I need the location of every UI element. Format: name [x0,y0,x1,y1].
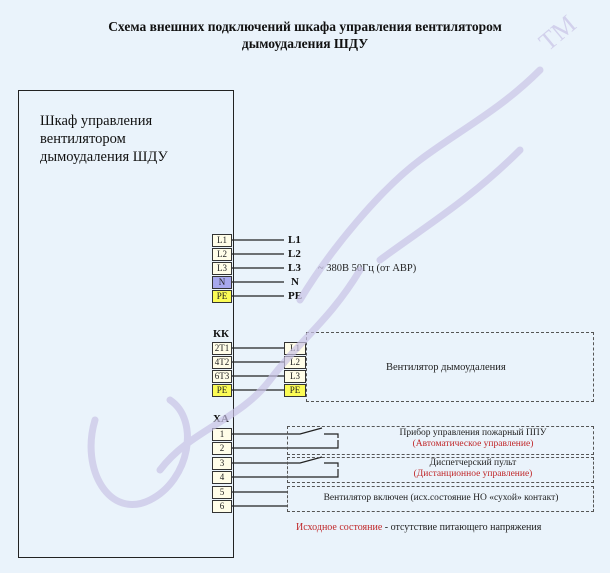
cabinet-title-line-2: вентилятором [40,131,126,147]
terminal-2t1: 2T1 [212,342,232,355]
terminal-xa-1: 1 [212,428,232,441]
fire-panel-name: Прибор управления пожарный ППУ [399,428,547,438]
terminal-4t2: 4T2 [212,356,232,369]
dispatch-label [354,458,592,480]
initial-state-term: Исходное состояние [296,522,383,533]
fan-label: Вентилятор дымоудаления [386,362,506,373]
output-l3: L3 [288,262,301,274]
fire-panel-mode: (Автоматическое управление) [412,439,534,449]
terminal-xa-4: 4 [212,471,232,484]
fan-terminal-pe: PE [284,384,306,397]
terminal-pe: PE [212,290,232,303]
dispatch-name: Диспетчерский пульт [429,458,517,468]
output-pe: PE [288,290,303,302]
fan-terminal-l1: L1 [284,342,306,355]
fan-terminal-l3: L3 [284,370,306,383]
output-n: N [291,276,299,288]
initial-state-note [296,522,541,533]
terminal-xa-5: 5 [212,486,232,499]
fire-panel-label [354,428,592,450]
fan-on-label: Вентилятор включен (исх.состояние НО «сухой» контакт) [323,493,559,503]
watermark-tm: TM [533,9,582,57]
terminal-kk-pe: PE [212,384,232,397]
cabinet-title-line-1: Шкаф управления [40,113,153,129]
title-line-1: Схема внешних подключений шкафа управления вентилятором [108,19,502,34]
kk-header: КК [213,328,229,340]
dispatch-mode: (Дистанционное управление) [413,469,533,479]
terminal-6t3: 6T3 [212,370,232,383]
output-l2: L2 [288,248,301,260]
output-l1: L1 [288,234,301,246]
xa-header: ХА [213,413,229,425]
terminal-l3: L3 [212,262,232,275]
fan-terminal-l2: L2 [284,356,306,369]
cabinet-title-line-3: дымоудаления ШДУ [40,149,168,165]
title-line-2: дымоудаления ШДУ [241,36,369,51]
terminal-xa-6: 6 [212,500,232,513]
terminal-n: N [212,276,232,289]
terminal-xa-2: 2 [212,442,232,455]
supply-note: ~ 380В 50Гц (от АВР) [318,263,417,274]
initial-state-desc: - отсутствие питающего напряжения [382,522,542,533]
terminal-l1: L1 [212,234,232,247]
terminal-l2: L2 [212,248,232,261]
terminal-xa-3: 3 [212,457,232,470]
